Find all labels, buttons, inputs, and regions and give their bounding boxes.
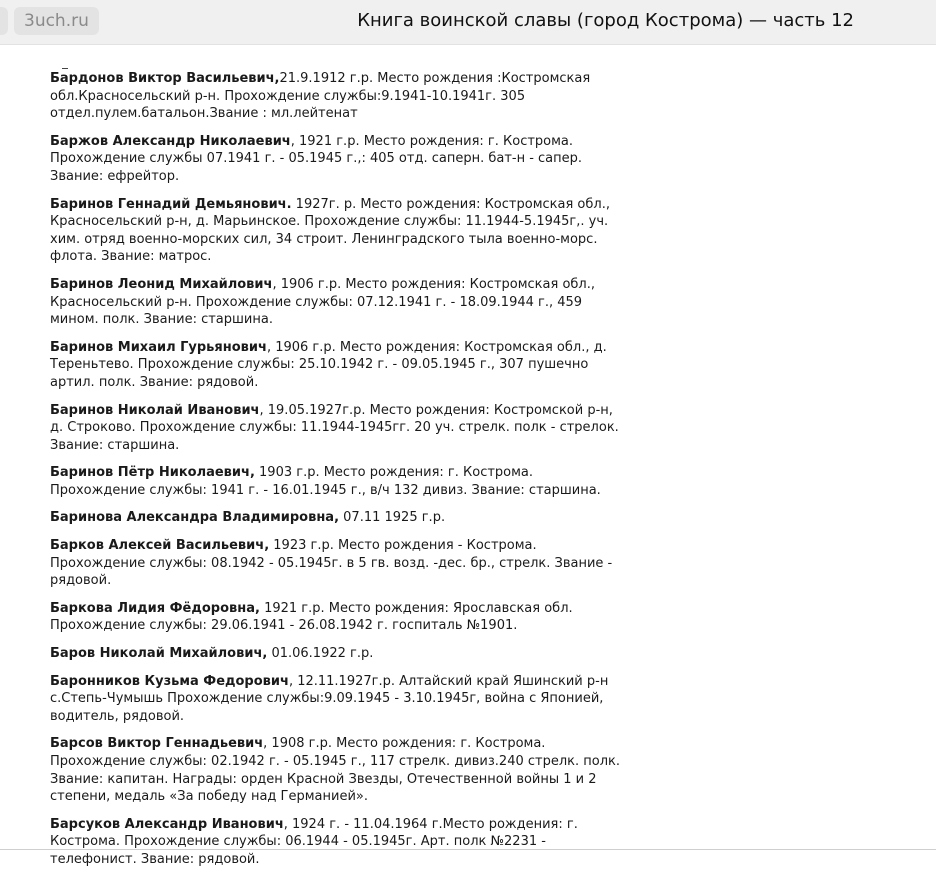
list-item	[50, 196, 625, 266]
person-name: Барсов Виктор Геннадьевич	[50, 736, 264, 752]
person-name: Баринов Геннадий Демьянович.	[50, 196, 292, 212]
person-details: 1923 г.р. Место рождения - Кострома. Прохождение службы: 08.1942 - 05.1945г. в 5 гв. возд. -дес. бр., стрелк. Звание - рядовой.	[50, 538, 613, 589]
person-name: Баринов Николай Иванович	[50, 402, 260, 418]
list-item	[50, 537, 625, 590]
page-title: Книга воинской славы (город Кострома) — часть 12	[357, 10, 854, 31]
list-item	[50, 673, 625, 726]
person-details: , 1906 г.р. Место рождения: Костромская обл., Красносельский р-н. Прохождение службы: 07.12.1941 г. - 18.09.1944 г., 459 мином. полк. Звание: старшина.	[50, 276, 595, 328]
list-item	[50, 816, 625, 869]
person-name: Барсуков Александр Иванович	[50, 816, 284, 832]
person-details: 1927г. р. Место рождения: Костромская обл., Красносельский р-н, д. Марьинское. Прохождение службы: 11.1944-5.1945г,. уч. хим. отряд военно-морских сил, 34 строит. Ленинградского тыла военно-морс. флота. Звание: матрос.	[50, 196, 610, 265]
list-item	[50, 133, 625, 186]
person-details: 07.11 1925 г.р.	[339, 510, 446, 526]
person-name: Баринов Пётр Николаевич,	[50, 465, 255, 481]
document-body	[50, 70, 625, 879]
site-tab[interactable]: 3uch.ru	[14, 7, 99, 35]
list-item	[50, 735, 625, 805]
person-details: 1921 г.р. Место рождения: Ярославская обл. Прохождение службы: 29.06.1941 - 26.08.1942 г. госпиталь №1901.	[50, 600, 573, 634]
person-details: 01.06.1922 г.р.	[267, 646, 374, 662]
person-details: , 1921 г.р. Место рождения: г. Кострома. Прохождение службы 07.1941 г. - 05.1945 г.,: 405 отд. саперн. бат-н - сапер. Звание: ефрейтор.	[50, 133, 583, 184]
person-name: Баржов Александр Николаевич	[50, 133, 291, 149]
person-details: 1903 г.р. Место рождения: г. Кострома. Прохождение службы: 1941 г. - 16.01.1945 г., в/ч 132 дивиз. Звание: старшина.	[50, 465, 601, 498]
browser-top-bar	[0, 0, 936, 45]
person-name: Баринов Михаил Гурьянович	[50, 339, 267, 355]
person-details: , 1906 г.р. Место рождения: Костромская обл., д. Тереньтево. Прохождение службы: 25.10.1942 г. - 09.05.1945 г., 307 пушечно артил. полк. Звание: рядовой.	[50, 339, 607, 390]
person-name: Баронников Кузьма Федорович	[50, 673, 289, 689]
person-name: Баринов Леонид Михайлович	[50, 276, 273, 292]
person-details: , 1924 г. - 11.04.1964 г.Место рождения: г. Кострома. Прохождение службы: 06.1944 - 05.1945г. Арт. полк №2231 - телефонист. Звание: рядовой.	[50, 816, 578, 867]
person-name: Баркова Лидия Фёдоровна,	[50, 600, 260, 616]
list-item	[50, 339, 625, 392]
list-item	[50, 645, 625, 663]
page-divider	[0, 849, 936, 850]
list-item	[50, 402, 625, 455]
list-item	[50, 600, 625, 635]
list-item	[50, 509, 625, 527]
person-name: Бардонов Виктор Васильевич,	[50, 71, 280, 86]
person-name: Барков Алексей Васильевич,	[50, 538, 270, 554]
person-details: , 1908 г.р. Место рождения: г. Кострома. Прохождение службы: 02.1942 г. - 05.1945 г., 117 стрелк. дивиз.240 стрелк. полк. Звание: капитан. Награды: орден Красной Звезды, Отечественной войны 1 и 2 степени, медаль «За победу над Германией».	[50, 736, 621, 805]
clipped-text-fragment	[62, 68, 68, 69]
list-item	[50, 464, 625, 499]
person-details: 21.9.1912 г.р. Место рождения :Костромская обл.Красносельский р-н. Прохождение службы:9.1941-10.1941г. 305 отдел.пулем.батальон.Звание : мл.лейтенат	[50, 71, 591, 122]
list-item	[50, 276, 625, 329]
person-details: , 12.11.1927г.р. Алтайский край Яшинский р-н с.Степь-Чумышь Прохождение службы:9.09.1945 - 3.10.1945г, война с Японией, водитель, рядовой.	[50, 673, 609, 724]
person-details: , 19.05.1927г.р. Место рождения: Костромской р-н, д. Строково. Прохождение службы: 11.1944-1945гг. 20 уч. стрелк. полк - стрелок. Звание: старшина.	[50, 402, 619, 453]
previous-tab-edge[interactable]	[0, 7, 8, 35]
list-item	[50, 70, 625, 123]
person-name: Баринова Александра Владимировна,	[50, 510, 340, 526]
person-name: Баров Николай Михайлович,	[50, 646, 268, 662]
